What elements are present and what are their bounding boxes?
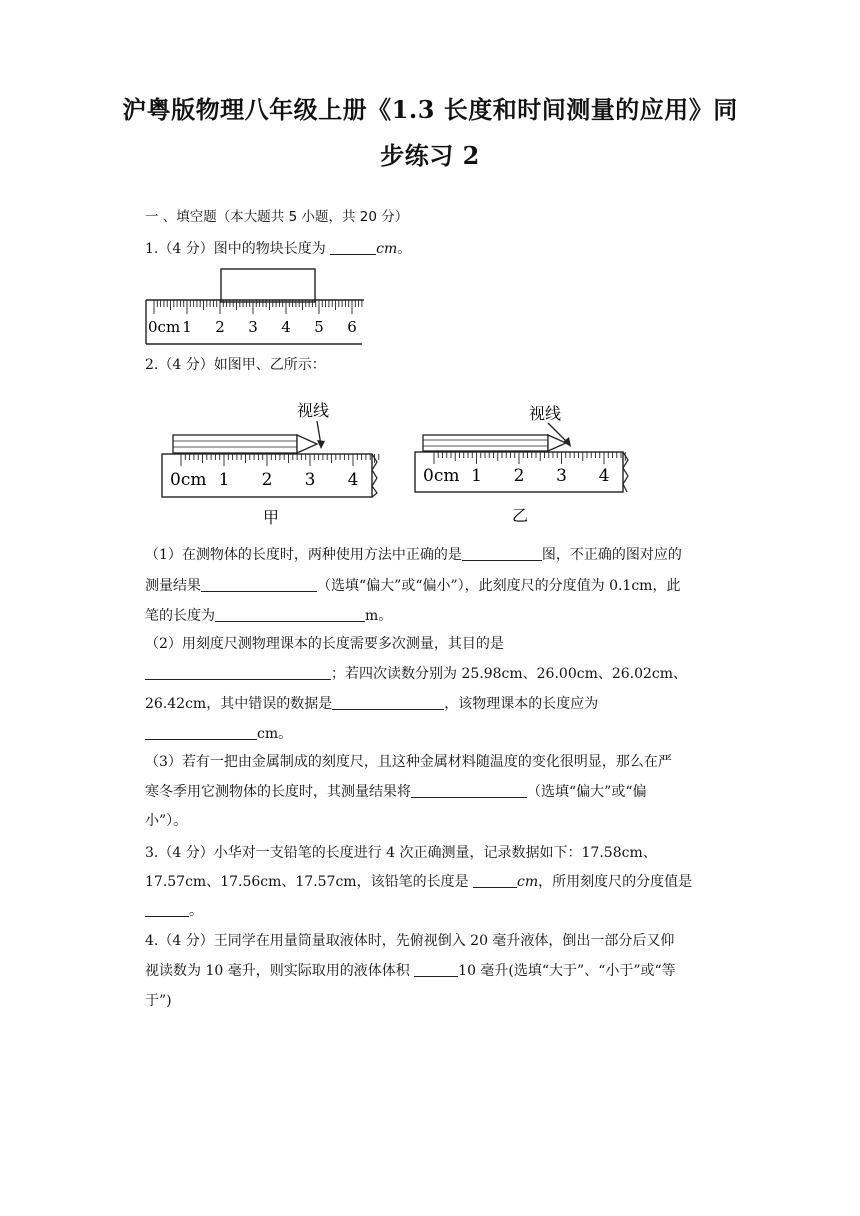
ruler-label: 0cm bbox=[148, 318, 181, 336]
text: （选填“偏大”或“偏 bbox=[527, 784, 647, 800]
text: 17.57cm、17.56cm、17.57cm，该铅笔的长度是 bbox=[145, 874, 474, 890]
ruler-label: 3 bbox=[304, 470, 316, 490]
answer-blank bbox=[145, 665, 331, 680]
question-2 bbox=[145, 355, 326, 375]
answer-blank bbox=[473, 873, 517, 888]
figure-caption: 甲 bbox=[263, 508, 280, 527]
text: 图，不正确的图对应的 bbox=[541, 547, 682, 563]
page-title-line-2: 步练习 2 bbox=[380, 141, 480, 170]
text: 寒冬季用它测物体的长度时，其测量结果将 bbox=[145, 784, 411, 800]
ruler-label: 0cm bbox=[423, 466, 460, 486]
pencil-body bbox=[173, 435, 297, 453]
q2-part-1-line-2 bbox=[145, 576, 680, 596]
ruler-label: 4 bbox=[598, 466, 610, 486]
figure-yi bbox=[408, 395, 643, 530]
q2-part-3-line-1: （3）若有一把由金属制成的刻度尺，且这种金属材料随温度的变化很明显，那么在严 bbox=[145, 754, 672, 770]
ruler-label: 2 bbox=[261, 470, 273, 490]
text: 笔的长度为 bbox=[145, 608, 215, 624]
text: ，该物理课本的长度应为 bbox=[444, 696, 599, 712]
ruler-label: 2 bbox=[513, 466, 525, 486]
q2-part-1-line-3 bbox=[145, 606, 392, 626]
q2-part-1-line-1 bbox=[145, 545, 682, 565]
answer-blank bbox=[332, 695, 444, 710]
question-3-line-3 bbox=[145, 901, 203, 921]
answer-blank bbox=[145, 902, 189, 917]
question-2-number: 2.（4 分） bbox=[145, 357, 214, 373]
text: 10 毫升(选填“大于”、“小于”或“等 bbox=[458, 963, 676, 979]
pencil-body bbox=[423, 435, 548, 451]
text: m。 bbox=[365, 608, 393, 624]
question-1-text: 图中的物块长度为 bbox=[213, 241, 331, 257]
q2-part-3-line-3: 小”）。 bbox=[145, 813, 188, 829]
text: 测量结果 bbox=[145, 578, 201, 594]
question-1-number: 1.（4 分） bbox=[145, 241, 214, 257]
sight-label: 视线 bbox=[297, 401, 330, 420]
answer-blank bbox=[462, 546, 542, 561]
question-4-line-1: 4.（4 分）王同学在用量筒量取液体时，先俯视倒入 20 毫升液体，倒出一部分后又仰 bbox=[145, 933, 675, 949]
ruler-label: 4 bbox=[347, 470, 359, 490]
ruler-labels bbox=[148, 318, 357, 336]
question-1-unit: cm bbox=[376, 241, 398, 257]
ruler-label: 5 bbox=[314, 318, 324, 336]
text: ，所用刻度尺的分度值是 bbox=[538, 874, 693, 890]
ruler-label: 4 bbox=[281, 318, 291, 336]
ruler-label: 1 bbox=[471, 466, 482, 486]
ruler-label: 1 bbox=[182, 318, 192, 336]
text: 视读数为 10 毫升，则实际取用的液体体积 bbox=[145, 963, 415, 979]
block bbox=[221, 269, 315, 302]
q1-ruler-figure bbox=[140, 264, 370, 348]
answer-blank bbox=[201, 577, 317, 592]
answer-blank bbox=[411, 783, 527, 798]
text: 。 bbox=[189, 903, 203, 919]
answer-blank bbox=[215, 607, 365, 622]
q2-part-2-line-1: （2）用刻度尺测物理课本的长度需要多次测量，其目的是 bbox=[145, 636, 504, 652]
q2-part-2-line-4 bbox=[145, 724, 292, 744]
section-heading: 一 、填空题（本大题共 5 小题，共 20 分） bbox=[145, 209, 409, 225]
ruler-label: 6 bbox=[347, 318, 357, 336]
question-2-intro: 如图甲、乙所示： bbox=[213, 357, 326, 373]
ruler-label: 2 bbox=[215, 318, 225, 336]
page-title-line-1: 沪粤版物理八年级上册《1.3 长度和时间测量的应用》同 bbox=[122, 95, 738, 124]
q2-part-2-line-3 bbox=[145, 694, 598, 714]
text: （1）在测物体的长度时，两种使用方法中正确的是 bbox=[145, 547, 462, 563]
ruler-label: 0cm bbox=[170, 470, 207, 490]
question-3-line-2 bbox=[145, 872, 692, 892]
question-3-line-1: 3.（4 分）小华对一支铅笔的长度进行 4 次正确测量，记录数据如下：17.58cm、 bbox=[145, 845, 657, 861]
answer-blank bbox=[414, 962, 458, 977]
question-4-line-2 bbox=[145, 961, 676, 981]
answer-blank bbox=[145, 725, 257, 740]
ruler-label: 1 bbox=[218, 470, 230, 490]
ruler-label: 3 bbox=[556, 466, 567, 486]
question-1-end: 。 bbox=[397, 241, 412, 257]
text: cm。 bbox=[257, 726, 293, 742]
ruler-label: 3 bbox=[248, 318, 258, 336]
question-1 bbox=[145, 239, 411, 259]
text: （选填“偏大”或“偏小”），此刻度尺的分度值为 0.1cm，此 bbox=[317, 578, 681, 594]
question-4-line-3: 于”) bbox=[145, 993, 172, 1009]
text: ；若四次读数分别为 25.98cm、26.00cm、26.02cm、 bbox=[331, 666, 688, 682]
answer-blank bbox=[330, 240, 376, 255]
sight-label: 视线 bbox=[529, 404, 562, 423]
q2-part-2-line-2 bbox=[145, 664, 687, 684]
q2-part-3-line-2 bbox=[145, 782, 646, 802]
text: 26.42cm，其中错误的数据是 bbox=[145, 696, 333, 712]
figure-caption: 乙 bbox=[512, 506, 529, 525]
unit: cm bbox=[517, 874, 539, 890]
figure-jia bbox=[155, 395, 390, 530]
